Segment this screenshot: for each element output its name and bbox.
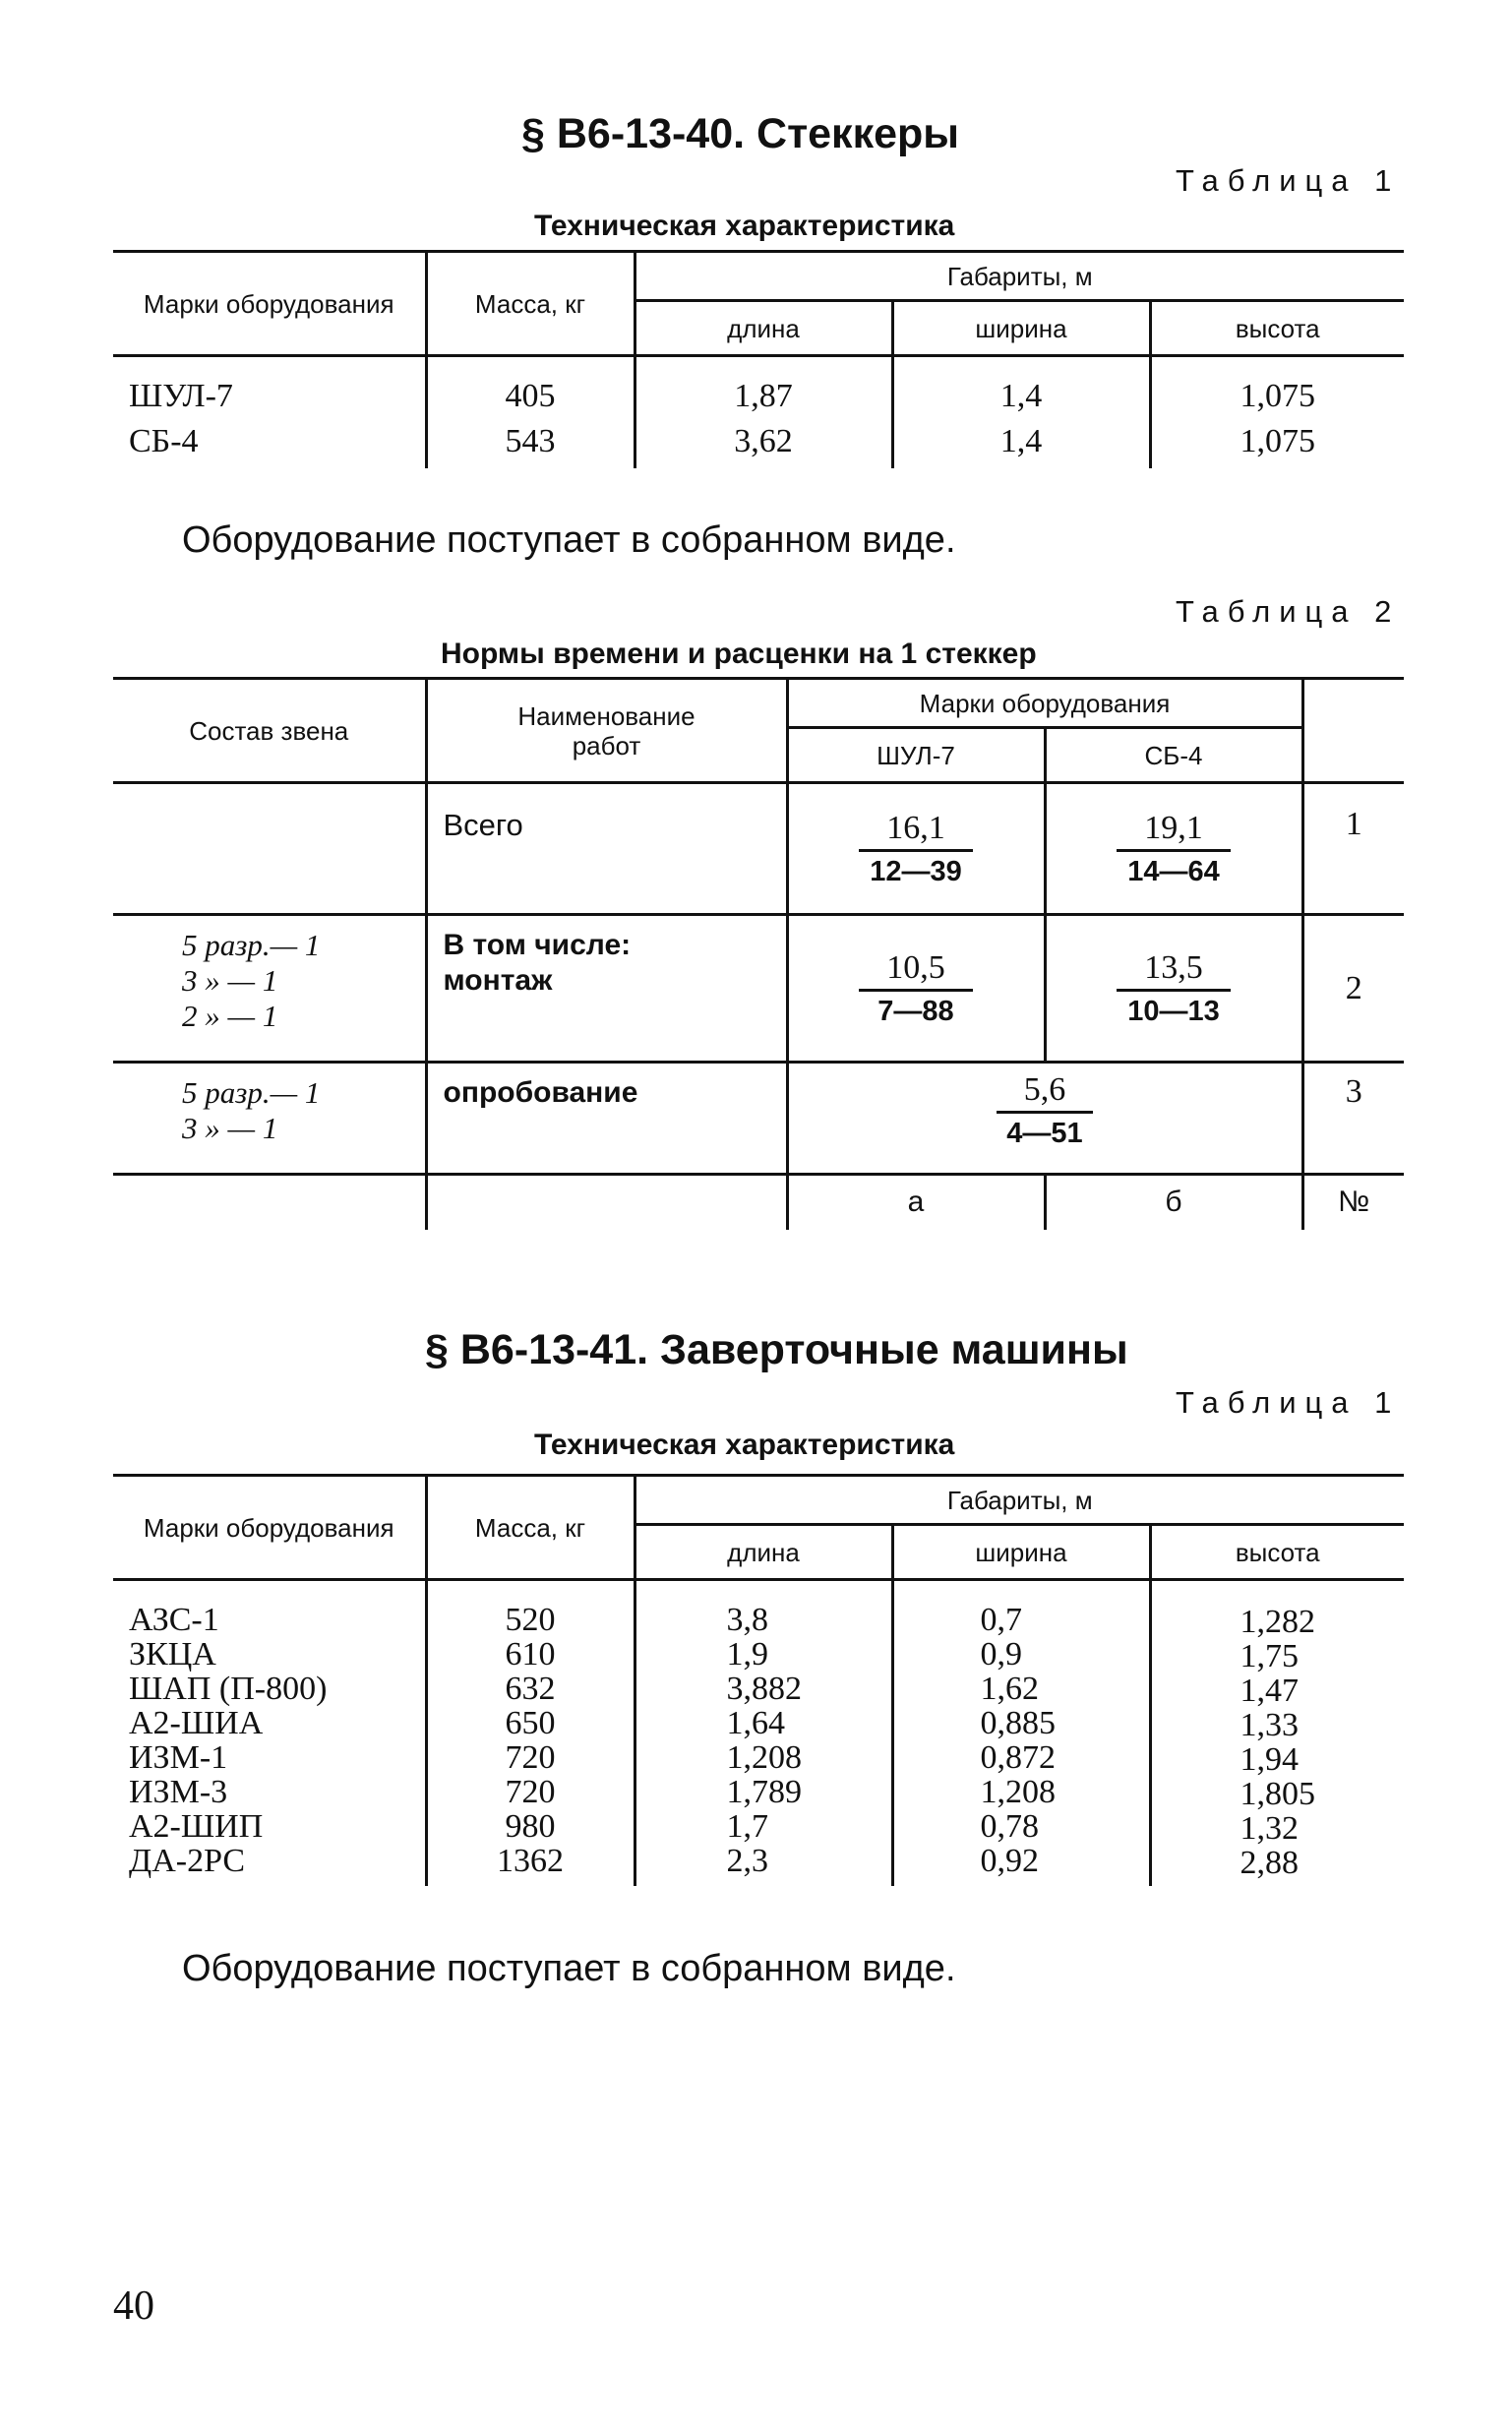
work-name-testing: опробование	[443, 1076, 638, 1109]
height-cell: 1,075	[1240, 377, 1315, 414]
width-cell: 0,9	[980, 1636, 1022, 1673]
footer-col-b: б	[1045, 1175, 1302, 1230]
height-cell: 1,282	[1240, 1604, 1315, 1640]
section-title-b6-13-41: § В6-13-41. Заверточные машины	[425, 1326, 1128, 1373]
width-cell: 1,62	[980, 1671, 1039, 1707]
height-cell: 1,32	[1240, 1810, 1299, 1847]
work-cell	[426, 1063, 787, 1175]
header-height: высота	[1150, 301, 1404, 356]
header-shul7: ШУЛ-7	[787, 728, 1045, 783]
crew-line: 5 разр.— 1	[182, 928, 321, 962]
rate-cell-ab	[787, 1063, 1302, 1175]
rate-cell-b	[1045, 783, 1302, 915]
height-cell: 1,75	[1240, 1638, 1299, 1674]
mass-cell: 543	[426, 415, 635, 468]
crew-cell	[113, 915, 426, 1063]
width-column	[892, 1580, 1150, 1887]
rate: 14—64	[1127, 855, 1220, 887]
crew-line: 2 » — 1	[182, 999, 278, 1033]
brand-cell: ШУЛ-7	[113, 356, 426, 415]
work-name-line: монтаж	[443, 964, 553, 997]
table2-caption: Нормы времени и расценки на 1 стеккер	[441, 638, 1037, 670]
header-brand: Марки оборудования	[113, 1476, 426, 1580]
width-cell: 0,885	[980, 1705, 1056, 1741]
tech-spec-table-wrapping	[113, 1474, 1404, 1886]
table2-label: Таблица 2	[1176, 594, 1401, 629]
row-number: 1	[1302, 783, 1404, 915]
length-cell: 1,64	[726, 1705, 785, 1741]
brand-cell: ШАП (П-800)	[129, 1671, 328, 1707]
width-cell: 1,4	[892, 356, 1150, 415]
mass-cell: 520	[505, 1602, 556, 1638]
mass-cell: 720	[505, 1739, 556, 1776]
brand-cell: А2-ШИП	[129, 1808, 264, 1845]
width-cell: 0,7	[980, 1602, 1022, 1638]
length-cell: 1,208	[726, 1739, 802, 1776]
header-crew: Состав звена	[113, 679, 426, 783]
delivery-note: Оборудование поступает в собранном виде.	[182, 519, 956, 561]
header-length: длина	[635, 301, 892, 356]
work-cell	[426, 783, 787, 915]
brand-cell: ИЗМ-1	[129, 1739, 228, 1776]
table-row	[113, 356, 1404, 415]
height-cell: 2,88	[1240, 1845, 1299, 1881]
length-cell: 1,9	[726, 1636, 768, 1673]
brand-cell: А2-ШИА	[129, 1705, 264, 1741]
row-number: 3	[1302, 1063, 1404, 1175]
crew-line: 3 » — 1	[182, 1111, 278, 1145]
footer-col-a: а	[787, 1175, 1045, 1230]
height-cell: 1,075	[1240, 422, 1315, 459]
length-cell: 3,62	[635, 415, 892, 468]
mass-cell: 1362	[497, 1843, 564, 1879]
header-dims: Габариты, м	[635, 252, 1404, 301]
table1-caption: Техническая характеристика	[534, 210, 955, 242]
header-dims: Габариты, м	[635, 1476, 1404, 1525]
width-cell: 1,208	[980, 1774, 1056, 1810]
footer-blank	[113, 1175, 426, 1230]
header-brand: Марки оборудования	[113, 252, 426, 356]
table-row	[113, 783, 1404, 915]
time-norm: 5,6	[997, 1071, 1094, 1114]
crew-cell	[113, 783, 426, 915]
length-cell: 3,8	[726, 1602, 768, 1638]
length-cell: 1,7	[726, 1808, 768, 1845]
height-column	[1150, 1580, 1404, 1887]
rate: 7—88	[877, 995, 954, 1027]
length-cell: 2,3	[726, 1843, 768, 1879]
height-cell: 1,47	[1240, 1673, 1299, 1709]
header-mass: Масса, кг	[426, 1476, 635, 1580]
table1-caption: Техническая характеристика	[534, 1429, 955, 1461]
crew-cell	[113, 1063, 426, 1175]
time-norm: 16,1	[859, 810, 973, 852]
width-cell: 1,4	[892, 415, 1150, 468]
table1-label: Таблица 1	[1176, 163, 1401, 198]
footer-row	[113, 1175, 1404, 1230]
footer-col-no: №	[1338, 1186, 1370, 1219]
brand-cell: АЗС-1	[129, 1602, 219, 1638]
work-cell	[426, 915, 787, 1063]
section-title-b6-13-40: § В6-13-40. Стеккеры	[521, 110, 959, 157]
time-norm: 10,5	[859, 949, 973, 992]
time-norm: 19,1	[1117, 810, 1231, 852]
mass-cell: 720	[505, 1774, 556, 1810]
rate: 10—13	[1127, 995, 1220, 1027]
length-cell: 1,87	[635, 356, 892, 415]
brand-cell: ЗКЦА	[129, 1636, 216, 1673]
header-mass: Масса, кг	[426, 252, 635, 356]
footer-blank	[426, 1175, 787, 1230]
table1-label: Таблица 1	[1176, 1385, 1401, 1420]
crew-line: 5 разр.— 1	[182, 1075, 321, 1110]
header-width: ширина	[892, 301, 1150, 356]
header-length: длина	[635, 1525, 892, 1580]
time-norm: 13,5	[1117, 949, 1231, 992]
table-row	[113, 915, 1404, 1063]
width-cell: 0,78	[980, 1808, 1039, 1845]
mass-cell: 632	[505, 1671, 556, 1707]
tech-spec-table-stekkers	[113, 250, 1404, 468]
table-row	[113, 1063, 1404, 1175]
header-brands: Марки оборудования	[787, 679, 1302, 728]
brand-cell: СБ-4	[113, 415, 426, 468]
crew-line: 3 » — 1	[182, 963, 278, 998]
header-number-blank	[1302, 679, 1404, 783]
rate: 4—51	[1006, 1118, 1083, 1149]
brand-cell: ИЗМ-3	[129, 1774, 228, 1810]
height-cell: 1,33	[1240, 1707, 1299, 1743]
brand-column	[113, 1580, 426, 1887]
header-sb4: СБ-4	[1045, 728, 1302, 783]
height-cell: 1,805	[1240, 1776, 1315, 1812]
width-cell: 0,872	[980, 1739, 1056, 1776]
brand-cell: ДА-2РС	[129, 1843, 246, 1879]
rate-cell-a	[787, 915, 1045, 1063]
delivery-note: Оборудование поступает в собранном виде.	[182, 1948, 956, 1989]
row-number: 2	[1302, 915, 1404, 1063]
table-row	[113, 415, 1404, 468]
mass-cell: 980	[505, 1808, 556, 1845]
header-width: ширина	[892, 1525, 1150, 1580]
work-name-total: Всего	[443, 808, 523, 842]
header-work-name: Наименование работ	[426, 679, 787, 783]
length-cell: 1,789	[726, 1774, 802, 1810]
header-height: высота	[1150, 1525, 1404, 1580]
time-norms-table	[113, 677, 1404, 1230]
rate-cell-a	[787, 783, 1045, 915]
mass-cell: 610	[505, 1636, 556, 1673]
mass-cell: 405	[426, 356, 635, 415]
page-number: 40	[113, 2283, 154, 2329]
work-name-line: В том числе:	[443, 929, 632, 961]
mass-cell: 650	[505, 1705, 556, 1741]
rate: 12—39	[870, 855, 962, 887]
width-cell: 0,92	[980, 1843, 1039, 1879]
mass-column	[426, 1580, 635, 1887]
rate-cell-b	[1045, 915, 1302, 1063]
length-cell: 3,882	[726, 1671, 802, 1707]
height-cell: 1,94	[1240, 1741, 1299, 1778]
length-column	[635, 1580, 892, 1887]
